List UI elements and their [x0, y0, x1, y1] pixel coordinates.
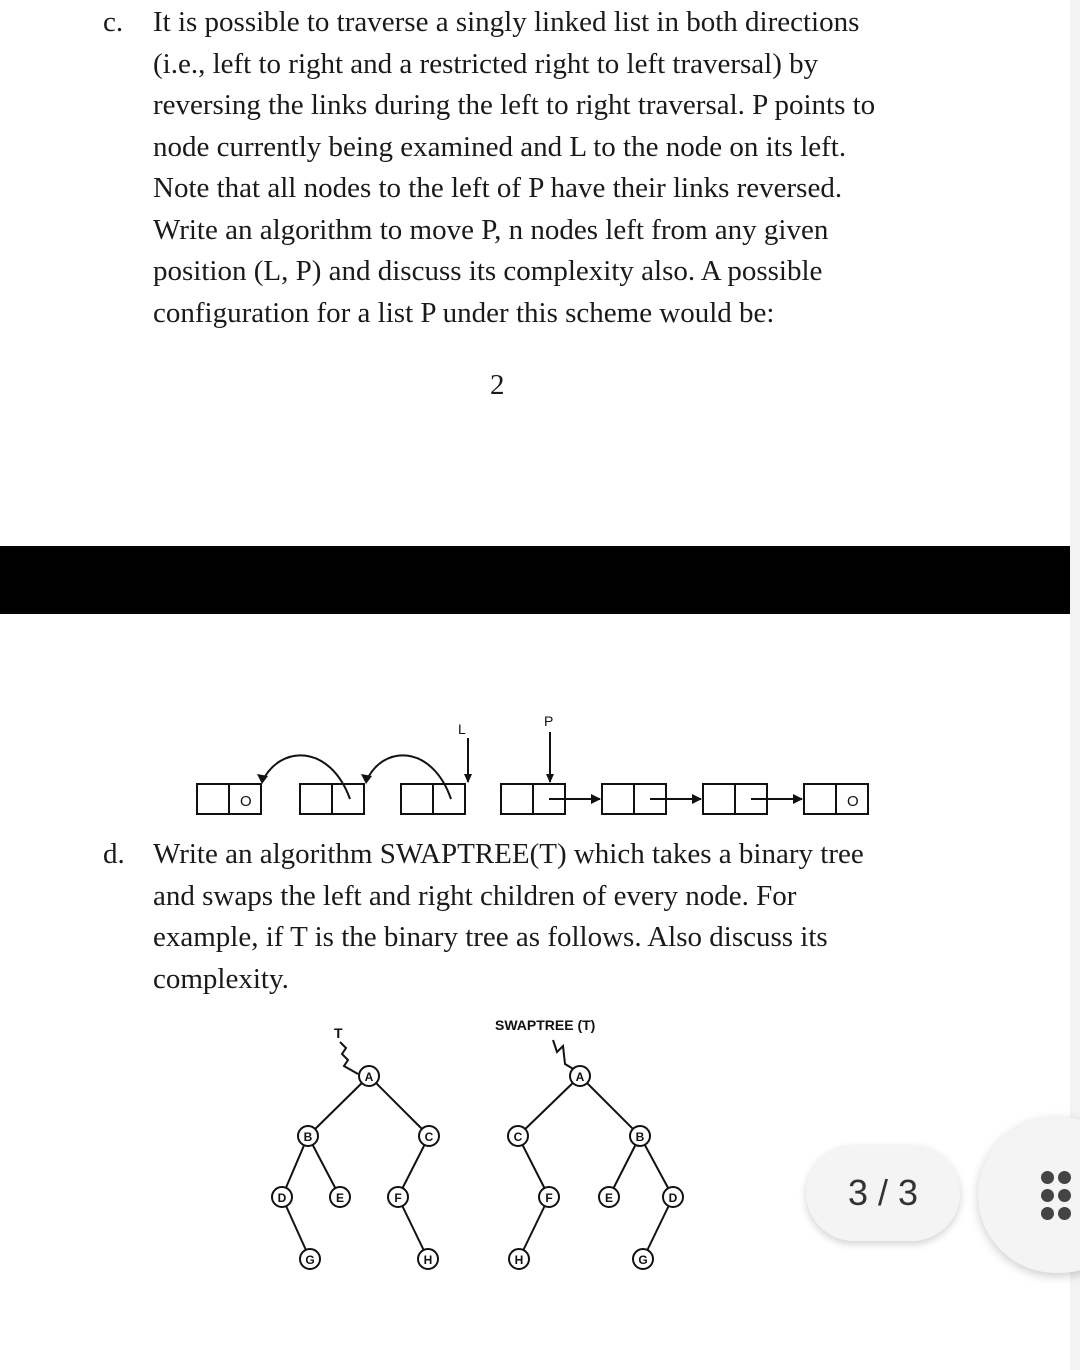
left-tree-node-label: E: [335, 1191, 345, 1205]
question-d-text: [153, 834, 966, 1000]
right-tree-node-label: B: [635, 1130, 645, 1144]
right-tree-node-label: D: [668, 1191, 678, 1205]
left-tree-node-label: F: [394, 1191, 402, 1205]
question-c-line: (i.e., left to right and a restricted right to left traversal) by: [153, 47, 819, 80]
question-d-line: Write an algorithm SWAPTREE(T) which takes a binary tree: [153, 838, 864, 870]
pointer-l-label: L: [458, 721, 466, 737]
question-c-line: position (L, P) and discuss its complexity also. A possible: [153, 255, 823, 287]
question-c-line: Note that all nodes to the left of P have their links reversed.: [153, 172, 843, 204]
page-indicator-label: 3 / 3: [847, 1172, 919, 1213]
pointer-p-label: P: [544, 713, 554, 729]
left-tree-node-label: C: [424, 1130, 434, 1144]
question-d-line: and swaps the left and right children of every node. For: [153, 879, 797, 912]
page-number: 2: [490, 369, 505, 401]
left-tree-node-label: B: [303, 1130, 313, 1144]
question-d-line: example, if T is the binary tree as follows. Also discuss its: [153, 921, 828, 953]
page-gap: [0, 546, 1080, 614]
left-tree-node-label: H: [423, 1253, 433, 1267]
left-tree-node-label: D: [277, 1191, 287, 1205]
right-tree-node-label: F: [545, 1191, 553, 1205]
right-tree-node-label: A: [575, 1070, 585, 1084]
right-tree-node-label: C: [513, 1130, 523, 1144]
first-node-null-label: O: [240, 793, 252, 810]
question-c-text: [153, 2, 966, 334]
question-c-line: node currently being examined and L to the node on its left.: [153, 130, 847, 163]
right-tree-node-label: G: [638, 1253, 648, 1267]
swaptree-label: SWAPTREE (T): [495, 1017, 596, 1033]
right-tree-node-label: H: [514, 1253, 524, 1267]
menu-button[interactable]: [978, 1117, 1080, 1273]
question-c-marker: c.: [103, 6, 124, 38]
right-tree-node-label: E: [604, 1191, 614, 1205]
tree-t-label: T: [334, 1025, 343, 1041]
left-tree-node-label: A: [364, 1070, 374, 1084]
question-c-line: reversing the links during the left to right traversal. P points to: [153, 89, 876, 121]
left-tree-node-label: G: [305, 1253, 315, 1267]
document-page-bottom: [0, 614, 1070, 1370]
question-d-marker: d.: [103, 838, 125, 870]
document-page-top: [0, 0, 1070, 546]
question-c-line: It is possible to traverse a singly linked list in both directions: [153, 6, 860, 38]
last-node-null-label: O: [847, 793, 859, 810]
question-c-line: configuration for a list P under this scheme would be:: [153, 296, 775, 329]
grid-dots-icon: [978, 1117, 1080, 1273]
page-indicator[interactable]: [806, 1145, 960, 1241]
question-c-line: Write an algorithm to move P, n nodes left from any given: [153, 213, 829, 246]
question-d-line: complexity.: [153, 962, 289, 995]
